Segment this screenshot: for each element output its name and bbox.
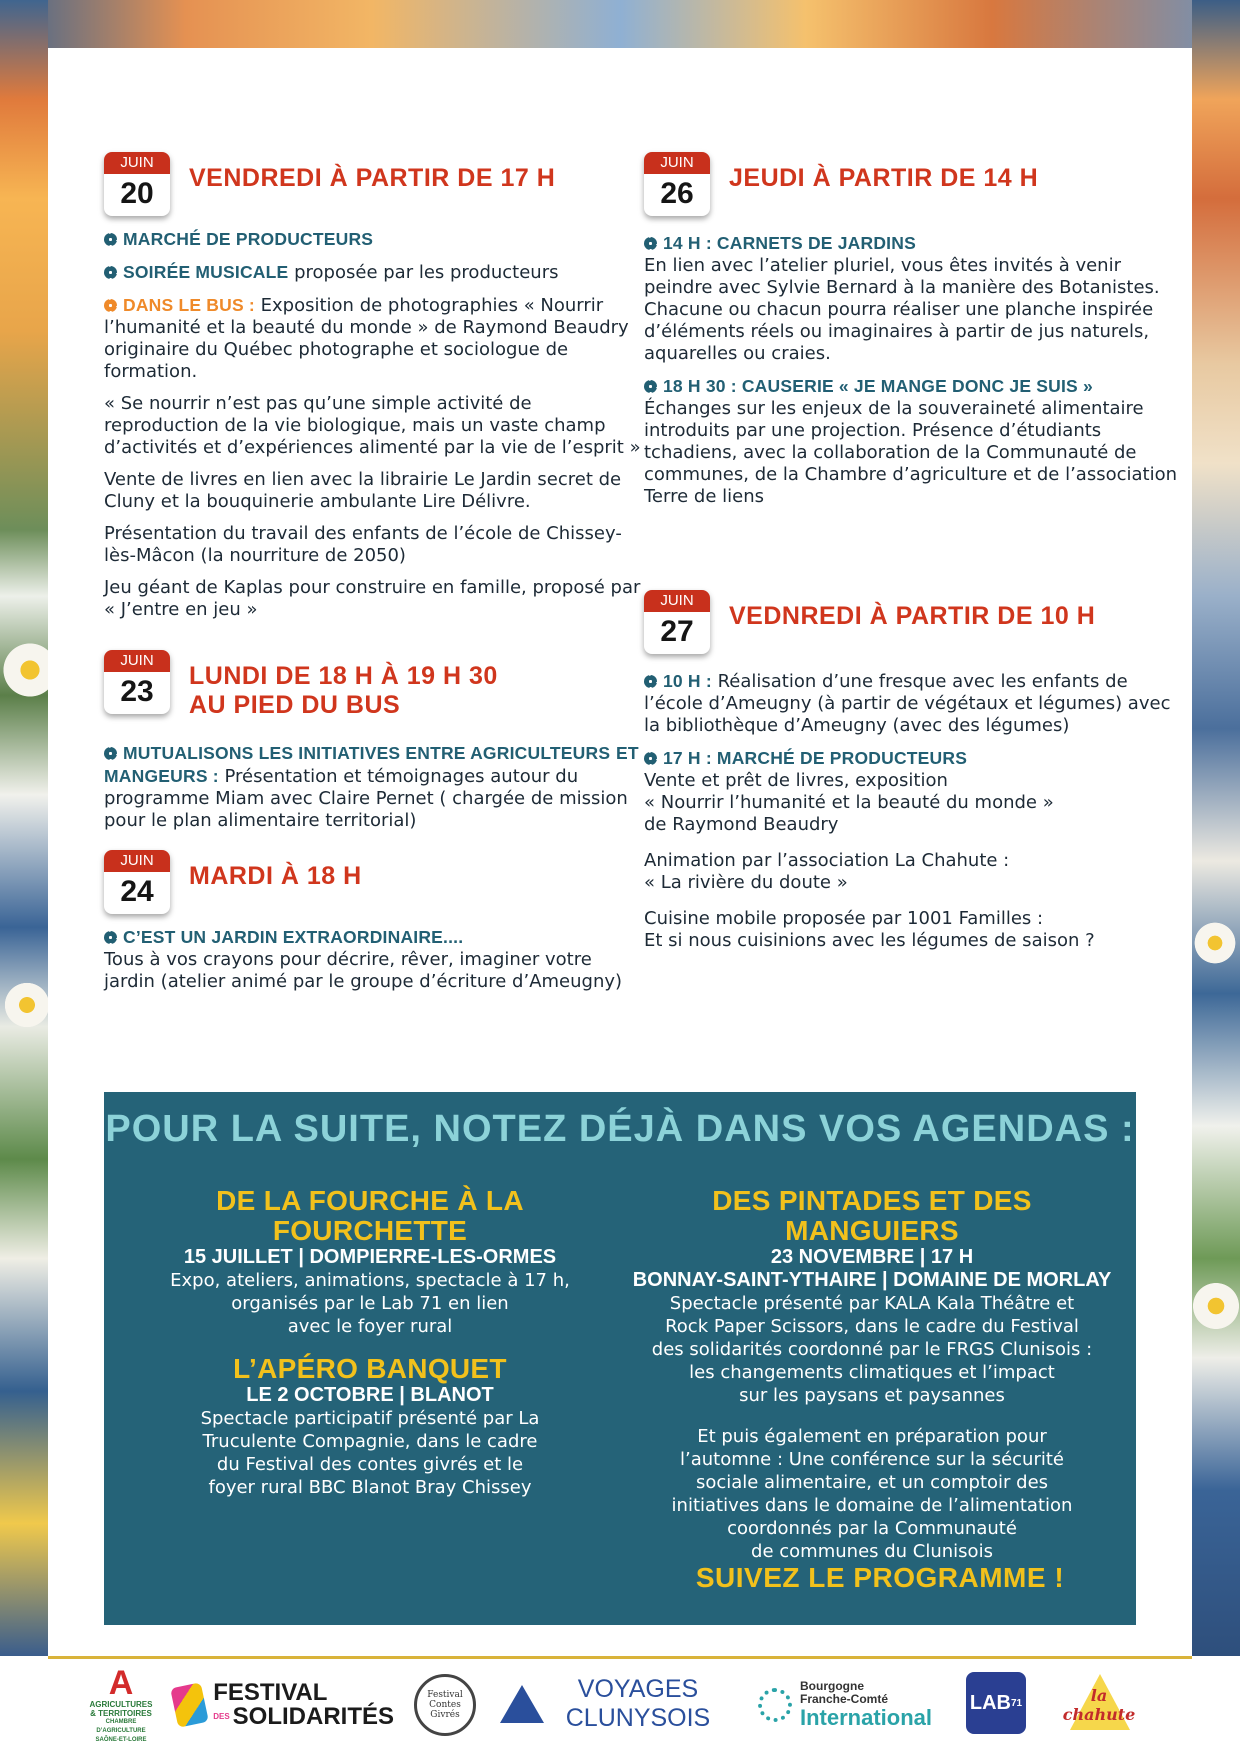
cuisine-paragraph xyxy=(644,908,1184,952)
logo-text: VOYAGES CLUNYSOIS xyxy=(565,1675,711,1732)
calendar-date-badge xyxy=(104,650,170,714)
keyword: DANS LE BUS : xyxy=(123,295,255,315)
gear-icon xyxy=(644,675,657,688)
daisy-icon xyxy=(1192,920,1238,966)
keyword: C’EST UN JARDIN EXTRAORDINAIRE.... xyxy=(123,927,464,947)
logo-voyages-clunysois xyxy=(500,1675,728,1732)
event-body xyxy=(644,232,1184,518)
logo-text: AGRICULTURES xyxy=(89,1699,153,1709)
fourche-line: Expo, ateliers, animations, spectacle à 17 h, xyxy=(170,1270,570,1291)
mountain-icon xyxy=(500,1685,544,1723)
fourche-date: 15 JUILLET | DOMPIERRE-LES-ORMES xyxy=(183,1246,557,1268)
apero-line: foyer rural BBC Blanot Bray Chissey xyxy=(208,1477,532,1498)
item-bus xyxy=(104,294,644,383)
agri-mark-icon: A xyxy=(108,1663,134,1702)
apero-line: du Festival des contes givrés et le xyxy=(216,1454,524,1475)
logo-text: Festival Contes Givrés xyxy=(427,1690,463,1720)
event-body xyxy=(104,926,644,1003)
keyword: 10 H : xyxy=(663,671,712,691)
paragraph-line: « La rivière du doute » xyxy=(644,872,848,893)
agenda-left xyxy=(120,1186,620,1499)
date-month: JUIN xyxy=(104,152,170,174)
calendar-date-badge xyxy=(644,152,710,216)
apero-title: L’APÉRO BANQUET xyxy=(233,1353,507,1384)
painting-border-left xyxy=(0,0,48,1656)
agenda-heading: POUR LA SUITE, NOTEZ DÉJÀ DANS VOS AGENDAS : xyxy=(105,1108,1135,1150)
keyword: 17 H : MARCHÉ DE PRODUCTEURS xyxy=(663,748,968,768)
item-text: Présentation et témoignages autour du programme Miam avec Claire Pernet ( chargée de mission pour le plan alimentaire territorial) xyxy=(104,766,628,831)
keyword: 18 H 30 : CAUSERIE « JE MANGE DONC JE SUIS » xyxy=(663,376,1093,396)
follow-program: SUIVEZ LE PROGRAMME ! xyxy=(695,1562,1065,1593)
keyword: MARCHÉ DE PRODUCTEURS xyxy=(123,229,374,249)
puis-line: initiatives dans le domaine de l’alimentation xyxy=(671,1495,1073,1516)
logo-text: FESTIVAL xyxy=(213,1679,328,1706)
calendar-date-badge xyxy=(104,850,170,914)
keyword: 14 H : CARNETS DE JARDINS xyxy=(663,233,916,253)
books-paragraph: Vente de livres en lien avec la librairie Le Jardin secret de Cluny et la bouquinerie ambulante Lire Délivre. xyxy=(104,469,622,512)
puis-line: coordonnés par la Communauté xyxy=(727,1518,1017,1539)
apero-line: Spectacle participatif présenté par La xyxy=(200,1408,540,1429)
agenda-right xyxy=(622,1186,1122,1563)
logo-text: SAÔNE-ET-LOIRE xyxy=(95,1736,147,1743)
calendar-date-badge xyxy=(104,152,170,216)
gear-icon xyxy=(644,380,657,393)
gear-icon xyxy=(104,747,117,760)
puis-line: sociale alimentaire, et un comptoir des xyxy=(695,1472,1049,1493)
quote-paragraph: « Se nourrir n’est pas qu’une simple activité de reproduction de la vie biologique, mais un vaste champ d’activités et d’expériences alimenté par la vie de l’esprit » xyxy=(104,393,641,458)
date-day: 23 xyxy=(120,675,154,708)
item-marche xyxy=(644,747,1184,836)
event-title: JEUDI À PARTIR DE 14 H xyxy=(729,164,1039,192)
item-text: proposée par les producteurs xyxy=(288,262,559,283)
painting-border-right xyxy=(1192,0,1240,1656)
item-text: En lien avec l’atelier pluriel, vous êtes invités à venir peindre avec Sylvie Bernard à la manière des Botanistes. Chacune ou chacun pourra réaliser une planche inspirée d’éléments réels ou imaginaires à partir de jus naturels, aquarelles ou craies. xyxy=(644,255,1160,364)
logo-text: 71 xyxy=(1010,1697,1023,1709)
gear-icon xyxy=(644,237,657,250)
item-marche xyxy=(104,228,644,251)
date-month: JUIN xyxy=(104,850,170,872)
fourche-title: DE LA FOURCHE À LA FOURCHETTE xyxy=(216,1185,524,1246)
logo-bfc-international xyxy=(758,1674,940,1736)
event-body xyxy=(104,742,644,842)
event-title: MARDI À 18 H xyxy=(189,862,362,890)
event-title-line2: AU PIED DU BUS xyxy=(189,691,401,719)
date-month: JUIN xyxy=(104,650,170,672)
puis-line: l’automne : Une conférence sur la sécurité xyxy=(680,1449,1064,1470)
logo-la-chahute xyxy=(1056,1672,1142,1738)
fourche-line: organisés par le Lab 71 en lien xyxy=(231,1293,509,1314)
fourche-line: avec le foyer rural xyxy=(287,1316,453,1337)
apero-line: Truculente Compagnie, dans le cadre xyxy=(202,1431,538,1452)
paragraph-line: Cuisine mobile proposée par 1001 Familles : xyxy=(644,908,1044,929)
gear-icon xyxy=(644,752,657,765)
pintades-title: DES PINTADES ET DES MANGUIERS xyxy=(712,1185,1032,1246)
event-title xyxy=(189,662,498,720)
logo-text: International xyxy=(800,1705,933,1730)
megaphone-icon xyxy=(170,1682,209,1728)
logo-text: Franche-Comté xyxy=(800,1692,889,1706)
pintades-line: sur les paysans et paysannes xyxy=(739,1385,1005,1406)
gear-icon xyxy=(104,299,117,312)
logo-text: DES xyxy=(213,1712,230,1721)
puis-line: Et puis également en préparation pour xyxy=(697,1426,1047,1447)
item-text: Échanges sur les enjeux de la souveraineté alimentaire introduits par une projection. Présence d’étudiants tchadiens, avec la collaboration de la Communauté de communes, de la Chambre d’agriculture et de l’association Terre de liens xyxy=(644,398,1178,507)
daisy-icon xyxy=(1190,1280,1240,1332)
logo-contes-givres xyxy=(414,1674,476,1736)
item-mutualisons xyxy=(104,742,644,832)
pintades-place: BONNAY-SAINT-YTHAIRE | DOMAINE DE MORLAY xyxy=(632,1269,1112,1291)
logo-chambre-agriculture xyxy=(88,1663,154,1743)
kaplas-paragraph: Jeu géant de Kaplas pour construire en famille, proposé par « J’entre en jeu » xyxy=(104,577,641,620)
event-title: VENDREDI À PARTIR DE 17 H xyxy=(189,164,556,192)
agenda-panel xyxy=(104,1092,1136,1625)
date-day: 20 xyxy=(120,177,154,210)
partner-logos xyxy=(0,1656,1240,1754)
item-fresque xyxy=(644,670,1184,737)
chahute-paragraph xyxy=(644,850,1184,894)
pintades-line: Spectacle présenté par KALA Kala Théâtre et xyxy=(669,1293,1075,1314)
item-carnets xyxy=(644,232,1184,365)
pintades-line: Rock Paper Scissors, dans le cadre du Festival xyxy=(665,1316,1079,1337)
event-body xyxy=(644,670,1184,962)
divider xyxy=(48,1656,1192,1659)
painting-border-top xyxy=(0,0,1240,48)
daisy-icon xyxy=(2,980,52,1030)
item-text: Réalisation d’une fresque avec les enfants de l’école d’Ameugny (à partir de végétaux et légumes) avec la bibliothèque d’Ameugny (avec des légumes) xyxy=(644,671,1171,736)
event-body xyxy=(104,228,644,631)
item-text: de Raymond Beaudry xyxy=(644,814,839,835)
item-text: Tous à vos crayons pour décrire, rêver, imaginer votre jardin (atelier animé par le groupe d’écriture d’Ameugny) xyxy=(104,949,623,992)
date-month: JUIN xyxy=(644,590,710,612)
date-day: 27 xyxy=(660,615,694,648)
gear-icon xyxy=(104,233,117,246)
date-day: 24 xyxy=(120,875,154,908)
logo-festival-solidarites xyxy=(174,1680,394,1730)
school-paragraph: Présentation du travail des enfants de l’école de Chissey-lès-Mâcon (la nourriture de 2050) xyxy=(104,523,622,566)
item-causerie xyxy=(644,375,1184,508)
paragraph-line: Et si nous cuisinions avec les légumes de saison ? xyxy=(644,930,1095,951)
logo-text: LAB xyxy=(969,1691,1011,1714)
item-jardin xyxy=(104,926,644,993)
keyword: ET MANGEURS : xyxy=(104,743,639,786)
logo-text: & TERRITOIRES xyxy=(90,1708,152,1718)
keyword: MUTUALISONS LES INITIATIVES ENTRE AGRICULTEURS xyxy=(123,743,611,763)
logo-lab71 xyxy=(966,1672,1026,1734)
pintades-date: 23 NOVEMBRE | 17 H xyxy=(770,1246,974,1268)
logo-text: la chahute xyxy=(1062,1686,1136,1724)
puis-line: de communes du Clunisois xyxy=(751,1541,993,1562)
item-text: « Nourrir l’humanité et la beauté du monde » xyxy=(644,792,1054,813)
date-day: 26 xyxy=(660,177,694,210)
logo-text: SOLIDARITÉS xyxy=(232,1703,394,1730)
event-title: VEDNREDI À PARTIR DE 10 H xyxy=(729,602,1096,630)
pintades-line: des solidarités coordonné par le FRGS Clunisois : xyxy=(651,1339,1093,1360)
gear-icon xyxy=(104,266,117,279)
date-month: JUIN xyxy=(644,152,710,174)
pintades-line: les changements climatiques et l’impact xyxy=(689,1362,1055,1383)
paragraph-line: Animation par l’association La Chahute : xyxy=(644,850,1010,871)
item-text: Vente et prêt de livres, exposition xyxy=(644,770,948,791)
item-soiree xyxy=(104,261,644,284)
event-title-line1: LUNDI DE 18 H À 19 H 30 xyxy=(189,662,498,690)
logo-text: CHAMBRE D’AGRICULTURE xyxy=(96,1718,146,1734)
item-text: Exposition de photographies « Nourrir l’humanité et la beauté du monde » de Raymond Beaudry originaire du Québec photographe et sociologue de formation. xyxy=(104,295,629,382)
network-icon xyxy=(758,1688,792,1722)
keyword: SOIRÉE MUSICALE xyxy=(123,262,289,282)
calendar-date-badge xyxy=(644,590,710,654)
gear-icon xyxy=(104,931,117,944)
apero-date: LE 2 OCTOBRE | BLANOT xyxy=(246,1384,494,1406)
logo-text: Bourgogne xyxy=(800,1679,864,1693)
